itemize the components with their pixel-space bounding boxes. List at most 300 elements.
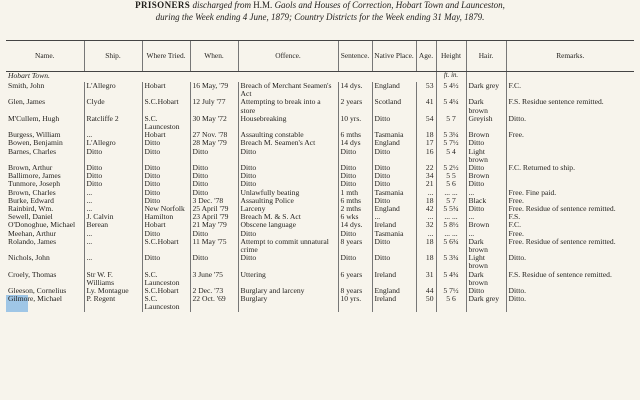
cell-offence: Ditto [238,172,338,180]
cell-native-place: ... [372,213,416,221]
height-inches: ... [451,188,458,197]
cell-hair: Greyish [466,115,506,131]
cell-hair: ... [466,189,506,197]
cell-name: Brown, Charles [8,188,56,197]
cell-ship: Ly. Montague [84,287,142,295]
cell-sentence: 8 years [338,238,372,254]
cell-name: Bowen, Benjamin [8,139,63,148]
cell-age: 34 [416,172,436,180]
cell-offence: Assaulting constable [238,131,338,139]
cell-age: 16 [416,148,436,164]
cell-when: 25 April '79 [190,205,238,213]
height-inches: 4½ [449,82,459,90]
height-inches: 6 [451,180,456,189]
cell-age: 18 [416,197,436,205]
cell-height [436,295,466,311]
cell-sentence: 14 dys [338,139,372,147]
cell-native-place: England [372,287,416,295]
cell-where-tried: New Norfolk [142,205,190,213]
height-feet: 5 [443,287,448,296]
cell-native-place: Ditto [372,115,416,131]
cell-where-tried: Ditto [142,189,190,197]
cell-remarks [506,148,634,164]
cell-hair: Light brown [466,254,506,270]
cell-native-place: Tasmania [372,131,416,139]
height-feet: ... [444,188,451,197]
cell-ship: P. Regent [84,295,142,311]
height-inches: 4¼ [449,98,459,107]
cell-ship: Ditto [84,164,142,172]
cell-when: Ditto [190,172,238,180]
cell-height [436,115,466,131]
cell-offence: Burglary and larceny [238,287,338,295]
cell-sentence: 14 dys. [338,221,372,229]
cell-where-tried: Ditto [142,254,190,270]
cell-remarks: Ditto. [506,295,634,311]
cell-when: 2 Dec. '73 [190,287,238,295]
cell-height [436,230,466,238]
cell-age: 18 [416,254,436,270]
cell-where-tried: Ditto [142,148,190,164]
height-inches: 7½ [449,287,459,296]
col-ship: Ship. [84,41,142,72]
cell-ship: ... [84,238,142,254]
cell-height [436,139,466,147]
cell-hair: Dark brown [466,238,506,254]
col-where-tried: Where Tried. [142,41,190,72]
cell-remarks: Ditto. [506,254,634,270]
cell-hair: Ditto [466,180,506,188]
table-row [6,197,634,205]
cell-where-tried: S.C.Hobart [142,238,190,254]
cell-name: O'Donoghue, Michael [8,221,76,230]
cell-hair: Ditto [466,205,506,213]
cell-offence: Ditto [238,254,338,270]
cell-remarks: Free. [506,197,634,205]
cell-name: M'Cullem, Hugh [8,114,60,123]
cell-sentence: Ditto [338,164,372,172]
table-row [6,205,634,213]
height-inches: 7 [451,196,456,205]
height-inches: 2½ [449,164,459,173]
table-row [6,189,634,197]
cell-offence: Obscene language [238,221,338,229]
cell-native-place: Ireland [372,271,416,287]
cell-when: 27 Nov. '78 [190,131,238,139]
table-row [6,213,634,221]
cell-offence: Attempt to commit unnatural crime [238,238,338,254]
cell-when: 23 April '79 [190,213,238,221]
title-line-2: during the Week ending 4 June, 1879; Country Districts for the Week ending 31 May, 1879. [155,11,485,22]
height-units [436,72,466,83]
cell-name: Burgess, William [8,131,61,140]
height-inches: 5 [451,172,456,181]
cell-when: 21 May '79 [190,221,238,229]
cell-age: ... [416,189,436,197]
cell-ship: Ratcliffe 2 [84,115,142,131]
cell-where-tried: Ditto [142,197,190,205]
cell-age: ... [416,230,436,238]
cell-offence: Ditto [238,230,338,238]
cell-name: Glen, James [8,98,46,107]
cell-sentence: 2 years [338,98,372,114]
cell-name: Burke, Edward [8,196,54,205]
cell-when: 28 May '79 [190,139,238,147]
cell-ship: Ditto [84,180,142,188]
table-row [6,164,634,172]
cell-height [436,271,466,287]
cell-when: Ditto [190,148,238,164]
cell-hair: Dark brown [466,98,506,114]
cell-age: 41 [416,98,436,114]
cell-ship: Ditto [84,172,142,180]
height-feet: ... [444,229,451,238]
cell-remarks: Free. Fine paid. [506,189,634,197]
cell-native-place: Ditto [372,164,416,172]
cell-offence: Breach M. & S. Act [238,213,338,221]
cell-when: 11 May '75 [190,238,238,254]
section-row [6,72,634,83]
cell-remarks: Free. Residue of sentence remitted. [506,205,634,213]
cell-where-tried: Ditto [142,139,190,147]
cell-age: ... [416,213,436,221]
cell-ship: ... [84,131,142,139]
height-inches: 7½ [449,139,459,148]
table-row [6,131,634,139]
col-remarks: Remarks. [506,41,634,72]
height-inches: 4 [451,147,456,156]
cell-sentence: Ditto [338,230,372,238]
cell-remarks [506,139,634,147]
cell-sentence: 10 yrs. [338,295,372,311]
cell-hair: Brown [466,131,506,139]
table-row [6,287,634,295]
cell-sentence: Ditto [338,254,372,270]
cell-height [436,98,466,114]
title-part-b: H.M. [253,0,273,10]
cell-when: Ditto [190,230,238,238]
cell-hair: ... [466,213,506,221]
cell-offence: Ditto [238,148,338,164]
table-row [6,115,634,131]
cell-where-tried: S.C. Launceston [142,115,190,131]
cell-name: Gleeson, Cornelius [8,287,67,296]
cell-remarks: F.S. Residue of sentence remitted. [506,271,634,287]
col-sentence: Sentence. [338,41,372,72]
cell-where-tried: Hobart [142,82,190,98]
cell-sentence: Ditto [338,172,372,180]
cell-name: Meehan, Arthur [8,229,57,238]
cell-native-place: Ditto [372,172,416,180]
table-row [6,271,634,287]
cell-age: 18 [416,238,436,254]
col-height: Height [436,41,466,72]
cell-when: 12 July '77 [190,98,238,114]
cell-offence: Ditto [238,180,338,188]
cell-where-tried: Ditto [142,230,190,238]
cell-native-place: Tasmania [372,230,416,238]
unit-in: in. [451,72,459,79]
col-age: Age. [416,41,436,72]
height-feet: 5 [443,164,448,173]
cell-remarks [506,172,634,180]
title-part-d: Hobart Town and Launceston, [395,0,505,10]
cell-ship: Str W. F. Williams [84,271,142,287]
height-feet: 5 [446,295,451,304]
cell-age: 22 [416,164,436,172]
cell-offence: Larceny [238,205,338,213]
cell-remarks: F.C. [506,221,634,229]
section-label: Hobart Town. [8,71,50,80]
cell-sentence: 14 dys. [338,82,372,98]
cell-native-place: England [372,139,416,147]
height-feet: 5 [443,82,448,90]
table-row [6,180,634,188]
cell-name: Nichols, John [8,254,50,263]
cell-where-tried: Hamilton [142,213,190,221]
cell-when: 3 Dec. '78 [190,197,238,205]
cell-sentence: 8 years [338,287,372,295]
cell-age: 42 [416,205,436,213]
cell-where-tried: S.C.Hobart [142,98,190,114]
col-hair: Hair. [466,41,506,72]
cell-name: Gilmore, Michael [6,295,84,311]
cell-remarks: F.C. Returned to ship. [506,164,634,172]
cell-ship: L'Allegro [84,139,142,147]
cell-native-place: England [372,205,416,213]
height-inches: ... [451,229,458,238]
cell-offence: Ditto [238,164,338,172]
cell-name: Rolando, James [8,237,57,246]
height-feet: 5 [443,254,448,263]
cell-remarks: Free. [506,131,634,139]
cell-native-place: Scotland [372,98,416,114]
cell-age: 32 [416,221,436,229]
cell-ship: Ditto [84,148,142,164]
section-blank [466,72,506,83]
col-native-place: Native Place. [372,41,416,72]
cell-height [436,82,466,98]
cell-where-tried: Ditto [142,180,190,188]
height-feet: 5 [443,131,448,140]
cell-when: 3 June '75 [190,271,238,287]
cell-offence: Uttering [238,271,338,287]
cell-when: 16 May, '79 [190,82,238,98]
cell-name: Ballimore, James [8,172,61,181]
cell-where-tried: S.C.Hobart [142,287,190,295]
title-line-1 [0,0,640,12]
cell-height [436,221,466,229]
cell-native-place: England [372,82,416,98]
height-inches: 4¾ [449,270,459,279]
cell-when: Ditto [190,164,238,172]
prisoners-table [6,40,634,312]
cell-height [436,205,466,213]
cell-where-tried: Hobart [142,131,190,139]
cell-offence: Breach M. Seamen's Act [238,139,338,147]
cell-offence: Unlawfully beating [238,189,338,197]
table-row [6,139,634,147]
cell-hair: Dark brown [466,271,506,287]
cell-height [436,213,466,221]
cell-hair: Dark grey [466,295,506,311]
cell-native-place: Ireland [372,295,416,311]
cell-height [436,180,466,188]
table-row [6,295,634,311]
cell-ship: L'Allegro [84,82,142,98]
cell-name: Rainbird, Wm. [8,205,54,214]
table-row [6,98,634,114]
cell-when: Ditto [190,180,238,188]
cell-height [436,148,466,164]
cell-offence: Assaulting Police [238,197,338,205]
cell-native-place: Ditto [372,148,416,164]
col-when: When. [190,41,238,72]
cell-age: 53 [416,82,436,98]
height-inches: 3¾ [449,254,459,263]
cell-age: 44 [416,287,436,295]
height-inches: ... [451,213,458,222]
cell-native-place: Ditto [372,254,416,270]
cell-sentence: 1 mth [338,189,372,197]
cell-native-place: Ditto [372,197,416,205]
cell-when: Ditto [190,189,238,197]
cell-sentence: 6 mths [338,131,372,139]
header-row [6,41,634,72]
height-feet: 5 [446,180,451,189]
table-row [6,82,634,98]
cell-ship: J. Calvin [84,213,142,221]
cell-age: 54 [416,115,436,131]
cell-where-tried: Ditto [142,164,190,172]
cell-remarks: Free. Residue of sentence remitted. [506,238,634,254]
height-feet: 5 [443,139,448,148]
cell-offence: Housebreaking [238,115,338,131]
table-row [6,221,634,229]
cell-remarks: F.C. [506,82,634,98]
cell-when: Ditto [190,254,238,270]
cell-sentence: 10 yrs. [338,115,372,131]
title-prisoners: PRISONERS [135,0,191,10]
height-feet: 5 [446,172,451,181]
cell-where-tried: Hobart [142,221,190,229]
cell-ship: ... [84,205,142,213]
cell-name: Sewell, Daniel [8,213,53,222]
cell-age: 50 [416,295,436,311]
height-feet: 5 [443,237,448,246]
cell-ship: ... [84,230,142,238]
cell-hair: Brown [466,172,506,180]
cell-ship: Clyde [84,98,142,114]
cell-sentence: 2 mths [338,205,372,213]
cell-remarks: Free. [506,230,634,238]
cell-ship: ... [84,254,142,270]
cell-hair: Ditto [466,164,506,172]
cell-remarks: Ditto. [506,287,634,295]
cell-when: 30 May '72 [190,115,238,131]
height-inches: 3¼ [449,131,459,140]
cell-native-place: Ditto [372,238,416,254]
cell-name: Tunmore, Joseph [8,180,61,189]
cell-height [436,189,466,197]
cell-height [436,164,466,172]
cell-sentence: 6 years [338,271,372,287]
cell-height [436,238,466,254]
height-inches: 7 [451,114,456,123]
cell-age: 17 [416,139,436,147]
height-feet: 5 [446,147,451,156]
cell-age: 31 [416,271,436,287]
height-feet: 5 [443,98,448,107]
cell-ship: Berean [84,221,142,229]
height-inches: 6¾ [449,237,459,246]
cell-ship: ... [84,197,142,205]
cell-native-place: Ditto [372,180,416,188]
document-title [0,0,640,36]
height-inches: 8½ [449,221,459,230]
table-row [6,230,634,238]
height-feet: 5 [446,196,451,205]
cell-name: Barnes, Charles [8,147,57,156]
height-feet: 5 [443,270,448,279]
cell-sentence: Ditto [338,148,372,164]
cell-ship: ... [84,189,142,197]
table-row [6,148,634,164]
table-row [6,238,634,254]
cell-age: 21 [416,180,436,188]
cell-when: 22 Oct. '69 [190,295,238,311]
cell-hair: Ditto [466,287,506,295]
title-part-a: discharged from [190,0,254,10]
cell-hair: Brown [466,221,506,229]
cell-name: Smith, John [8,82,45,90]
cell-native-place: Tasmania [372,189,416,197]
cell-age: 18 [416,131,436,139]
cell-hair: Black [466,197,506,205]
cell-name: Croely, Thomas [8,270,57,279]
cell-height [436,131,466,139]
cell-height [436,287,466,295]
height-feet: ... [444,213,451,222]
cell-height [436,172,466,180]
cell-remarks: F.S. Residue sentence remitted. [506,98,634,114]
cell-offence: Burglary [238,295,338,311]
cell-sentence: 6 wks [338,213,372,221]
height-feet: 5 [446,114,451,123]
table-row [6,172,634,180]
cell-height [436,254,466,270]
cell-hair: Ditto [466,139,506,147]
cell-where-tried: S.C. Launceston [142,295,190,311]
cell-offence: Attempting to break into a store [238,98,338,114]
cell-sentence: Ditto [338,180,372,188]
height-feet: 5 [443,205,448,214]
table-row [6,254,634,270]
cell-where-tried: Ditto [142,172,190,180]
unit-ft: ft. [443,72,450,79]
cell-sentence: 6 mths [338,197,372,205]
cell-height [436,197,466,205]
cell-offence: Breach of Merchant Seamen's Act [238,82,338,98]
cell-remarks: Ditto. [506,115,634,131]
height-inches: 5¾ [449,205,459,214]
cell-remarks: F.S. [506,213,634,221]
col-name: Name. [6,41,84,72]
cell-hair: Dark grey [466,82,506,98]
cell-native-place: Ireland [372,221,416,229]
section-blank [506,72,634,83]
title-part-c: Gaols and Houses of Correction, [272,0,396,10]
